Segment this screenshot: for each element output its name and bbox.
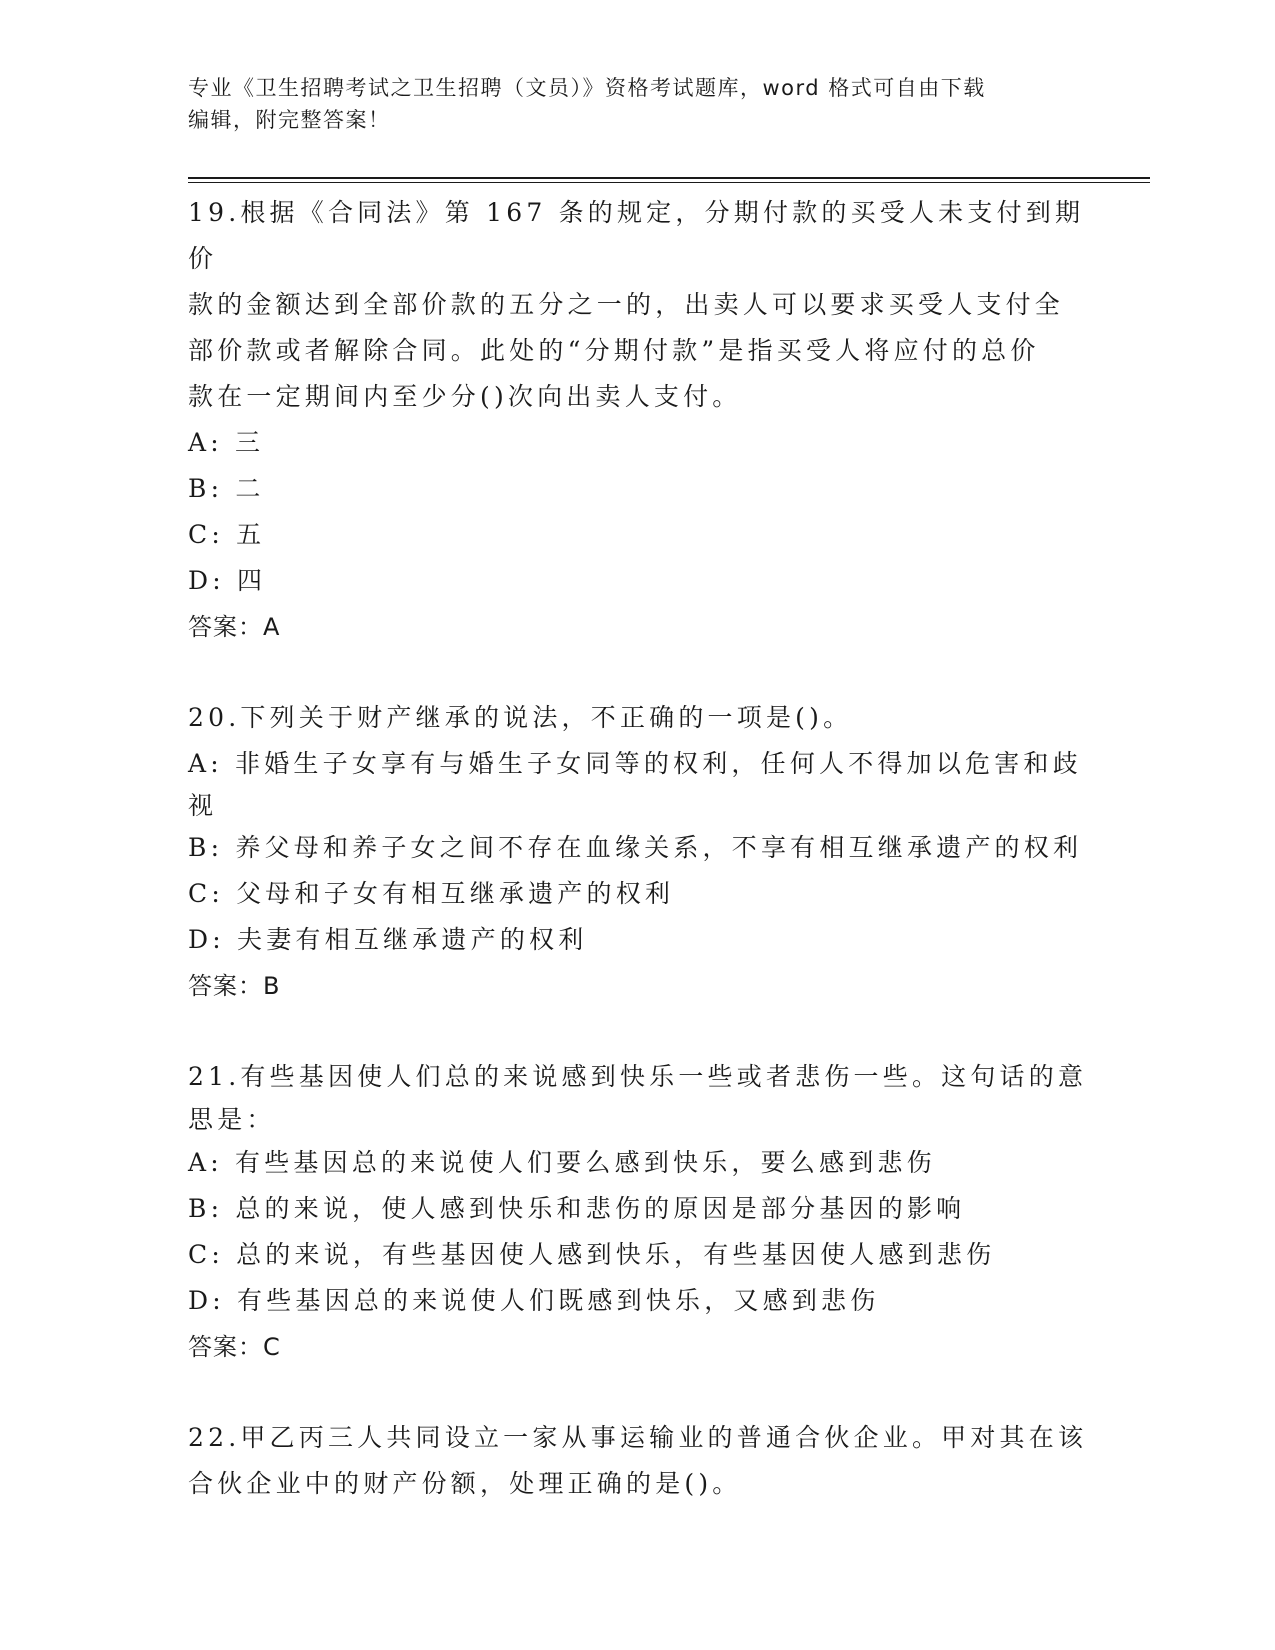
question-spacer — [188, 1370, 1088, 1415]
page-header — [188, 72, 1088, 136]
question-stem-line: 款的金额达到全部价款的五分之一的，出卖人可以要求买受人支付全 — [188, 290, 1065, 319]
question-stem-line: 思是： — [188, 1105, 276, 1134]
header-rule-thin — [188, 182, 1150, 183]
option-a: A: 有些基因总的来说使人们要么感到快乐，要么感到悲伤 — [188, 1148, 936, 1177]
option-b: B: 养父母和养子女之间不存在血缘关系，不享有相互继承遗产的权利 — [188, 833, 1083, 862]
question-spacer — [188, 1009, 1088, 1054]
question-stem-line: 19.根据《合同法》第 167 条的规定，分期付款的买受人未支付到期价 — [188, 198, 1085, 273]
option-c: C: 总的来说，有些基因使人感到快乐，有些基因使人感到悲伤 — [188, 1240, 996, 1269]
question-stem-line: 22.甲乙丙三人共同设立一家从事运输业的普通合伙企业。甲对其在该 — [188, 1423, 1088, 1452]
option-d: D: 夫妻有相互继承遗产的权利 — [188, 925, 588, 954]
option-a: A: 非婚生子女享有与婚生子女同等的权利，任何人不得加以危害和歧 — [188, 749, 1082, 778]
question-stem-line: 合伙企业中的财产份额，处理正确的是()。 — [188, 1469, 742, 1498]
header-line-1: 专业《卫生招聘考试之卫生招聘（文员）》资格考试题库，word 格式可自由下载 — [188, 76, 986, 100]
option-c: C: 父母和子女有相互继承遗产的权利 — [188, 879, 675, 908]
question-20 — [188, 695, 1088, 1009]
option-b: B: 总的来说，使人感到快乐和悲伤的原因是部分基因的影响 — [188, 1194, 966, 1223]
header-rule-thick — [188, 177, 1150, 179]
question-stem-line: 21.有些基因使人们总的来说感到快乐一些或者悲伤一些。这句话的意 — [188, 1062, 1088, 1091]
answer: 答案：A — [188, 613, 281, 641]
question-list — [188, 190, 1088, 1507]
option-a: A: 三 — [188, 428, 265, 457]
answer: 答案：C — [188, 1333, 281, 1361]
option-b: B: 二 — [188, 474, 265, 503]
question-stem-line: 部价款或者解除合同。此处的“分期付款”是指买受人将应付的总价 — [188, 336, 1040, 365]
header-line-2: 编辑，附完整答案！ — [188, 108, 391, 132]
question-21 — [188, 1054, 1088, 1370]
option-d: D: 有些基因总的来说使人们既感到快乐，又感到悲伤 — [188, 1286, 880, 1315]
answer: 答案：B — [188, 972, 281, 1000]
question-stem-line: 20.下列关于财产继承的说法，不正确的一项是()。 — [188, 703, 853, 732]
option-d: D: 四 — [188, 566, 267, 595]
question-22 — [188, 1415, 1088, 1507]
question-spacer — [188, 650, 1088, 695]
option-c: C: 五 — [188, 520, 266, 549]
option-a-continued: 视 — [188, 791, 218, 820]
question-19 — [188, 190, 1088, 650]
question-stem-line: 款在一定期间内至少分()次向出卖人支付。 — [188, 382, 742, 411]
